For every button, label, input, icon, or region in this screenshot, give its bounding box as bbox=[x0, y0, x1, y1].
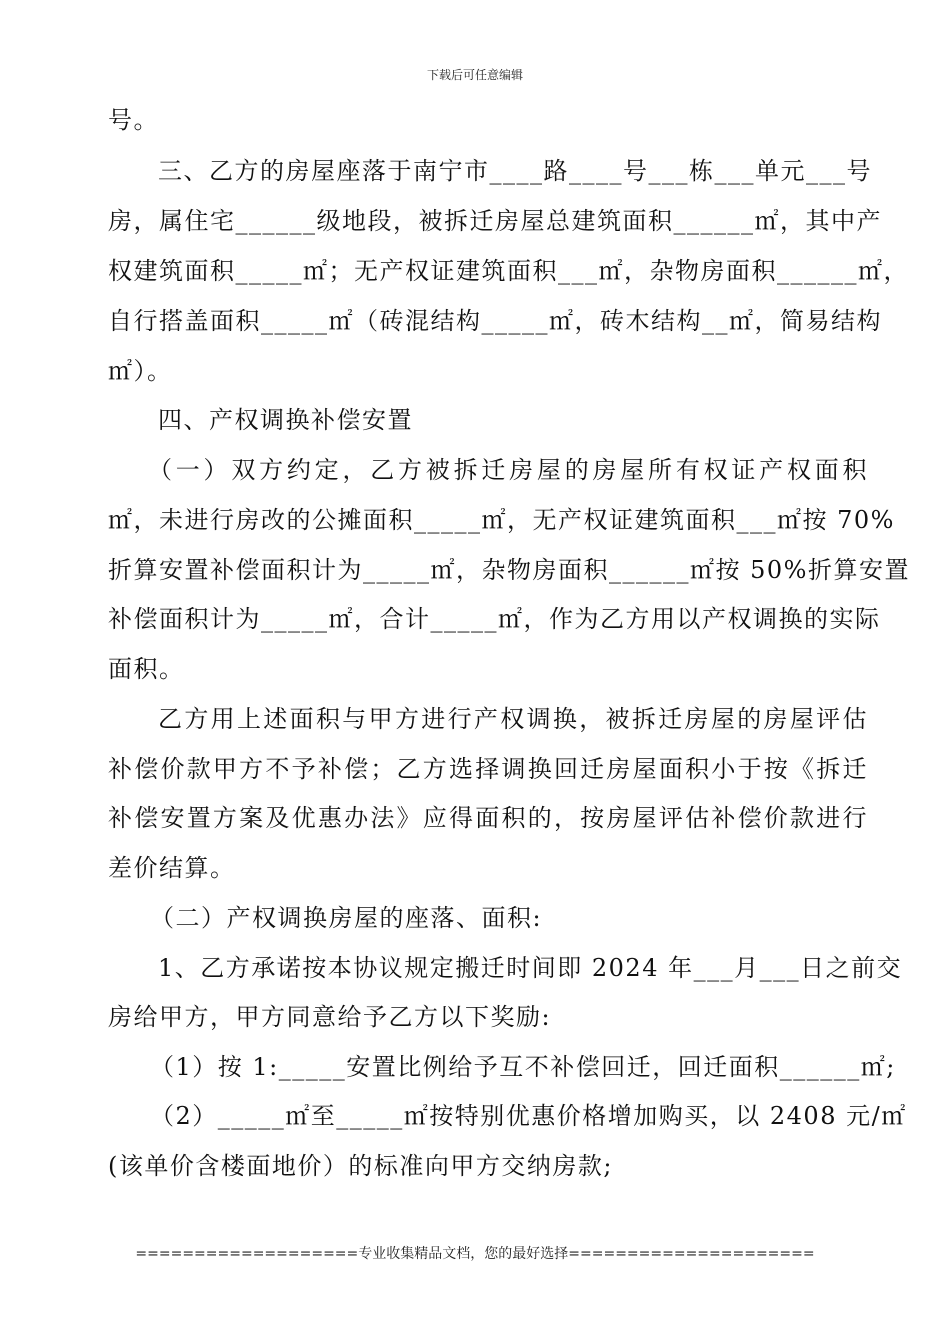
text-line: 折算安置补偿面积计为_____㎡，杂物房面积______㎡按 50%折算安置 bbox=[108, 556, 910, 584]
text-line: （一）双方约定，乙方被拆迁房屋的房屋所有权证产权面积 bbox=[148, 456, 868, 484]
text-line: （1）按 1:_____安置比例给予互不补偿回迁，回迁面积______㎡; bbox=[150, 1053, 896, 1081]
text-line: 权建筑面积_____㎡；无产权证建筑面积___㎡，杂物房面积______㎡， bbox=[108, 257, 909, 285]
text-line: 差价结算。 bbox=[108, 854, 236, 882]
text-line: 乙方用上述面积与甲方进行产权调换，被拆迁房屋的房屋评估 bbox=[158, 705, 868, 733]
text-line: 补偿面积计为_____㎡，合计_____㎡，作为乙方用以产权调换的实际 bbox=[108, 605, 881, 633]
text-line: ㎡）。 bbox=[108, 357, 173, 385]
text-line: （2）_____㎡至_____㎡按特别优惠价格增加购买，以 2408 元/㎡ bbox=[150, 1102, 907, 1130]
section-heading: （二）产权调换房屋的座落、面积: bbox=[150, 904, 543, 932]
text-line: 补偿价款甲方不予补偿；乙方选择调换回迁房屋面积小于按《拆迁 bbox=[108, 755, 868, 783]
text-line: 房给甲方，甲方同意给予乙方以下奖励: bbox=[108, 1003, 552, 1031]
page-footer: ===================专业收集精品文档，您的最好选择===================== bbox=[135, 1246, 815, 1262]
text-line: 房，属住宅______级地段，被拆迁房屋总建筑面积______㎡，其中产 bbox=[108, 207, 882, 235]
text-line: 1、乙方承诺按本协议规定搬迁时间即 2024 年___月___日之前交 bbox=[158, 954, 903, 982]
text-line: 自行搭盖面积_____㎡（砖混结构_____㎡，砖木结构__㎡，简易结构 bbox=[108, 307, 882, 335]
page-header: 下载后可任意编辑 bbox=[426, 68, 523, 82]
text-line: 面积。 bbox=[108, 655, 185, 683]
section-heading: 四、产权调换补偿安置 bbox=[158, 406, 413, 434]
text-line: 号。 bbox=[108, 106, 159, 134]
text-line: 三、乙方的房屋座落于南宁市____路____号___栋___单元___号 bbox=[158, 157, 872, 185]
text-line: (该单价含楼面地价）的标准向甲方交纳房款; bbox=[108, 1152, 613, 1180]
text-line: ㎡，未进行房改的公摊面积_____㎡，无产权证建筑面积___㎡按 70% bbox=[108, 506, 895, 534]
text-line: 补偿安置方案及优惠办法》应得面积的，按房屋评估补偿价款进行 bbox=[108, 804, 868, 832]
